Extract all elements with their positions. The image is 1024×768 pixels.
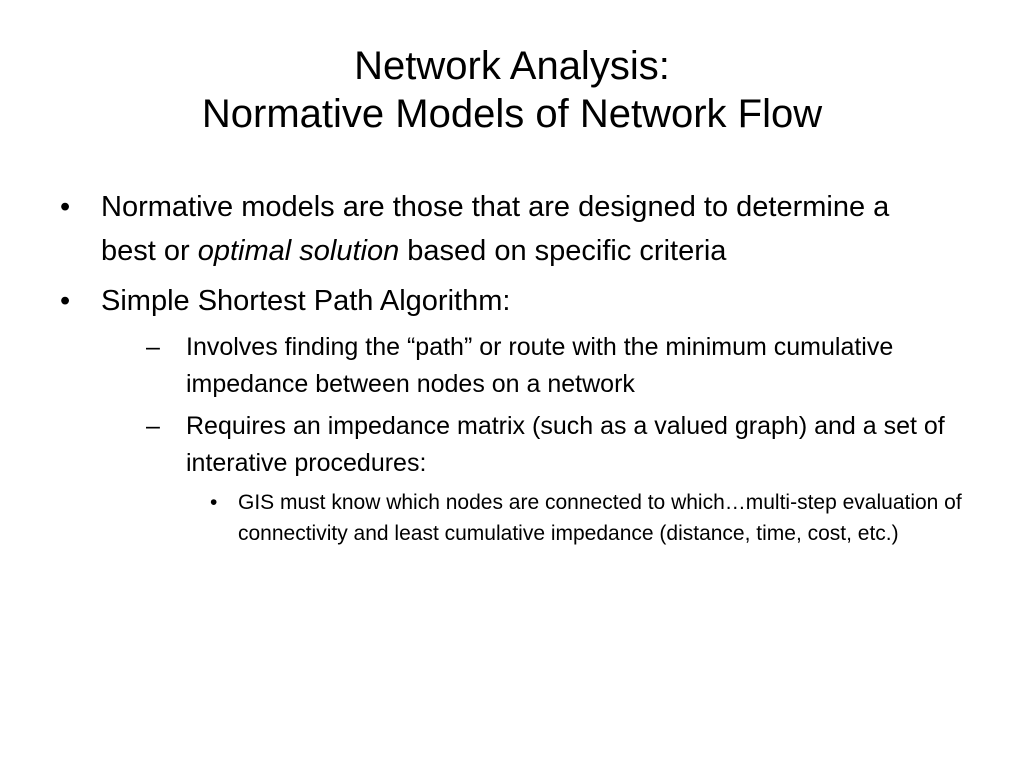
bullet-text-emphasis: optimal solution	[197, 235, 400, 267]
sub-bullet-involves-finding-path	[146, 329, 946, 403]
bullet-text-part2: based on specific criteria	[399, 235, 727, 267]
small-bullet-marker: •	[210, 491, 218, 514]
sub-bullet-text: Requires an impedance matrix (such as a valued graph) and a set of interative procedures:	[186, 412, 945, 477]
sub-sub-bullet-gis-connectivity	[208, 487, 968, 549]
bullet-marker: •	[60, 285, 71, 317]
bullet-marker: •	[60, 191, 71, 223]
dash-marker: –	[146, 333, 160, 361]
dash-marker: –	[146, 412, 160, 440]
bullet-text: Simple Shortest Path Algorithm:	[101, 285, 511, 317]
title-line-1: Network Analysis:	[354, 44, 670, 88]
slide-body	[60, 185, 962, 549]
sub-bullet-requires-impedance-matrix	[146, 408, 946, 482]
bullet-normative-models	[60, 185, 940, 273]
sub-bullet-text: Involves finding the “path” or route with the minimum cumulative impedance between nodes on a network	[186, 333, 894, 398]
bullet-shortest-path	[60, 279, 940, 323]
slide-title	[60, 42, 964, 138]
sub-sub-bullet-text: GIS must know which nodes are connected to which…multi-step evaluation of connectivity and least cumulative impedance (distance, time, cost, etc.)	[238, 491, 962, 545]
title-line-2: Normative Models of Network Flow	[201, 92, 823, 136]
bullet-text-part1: Normative models are those that are designed to determine a best or	[101, 191, 890, 267]
